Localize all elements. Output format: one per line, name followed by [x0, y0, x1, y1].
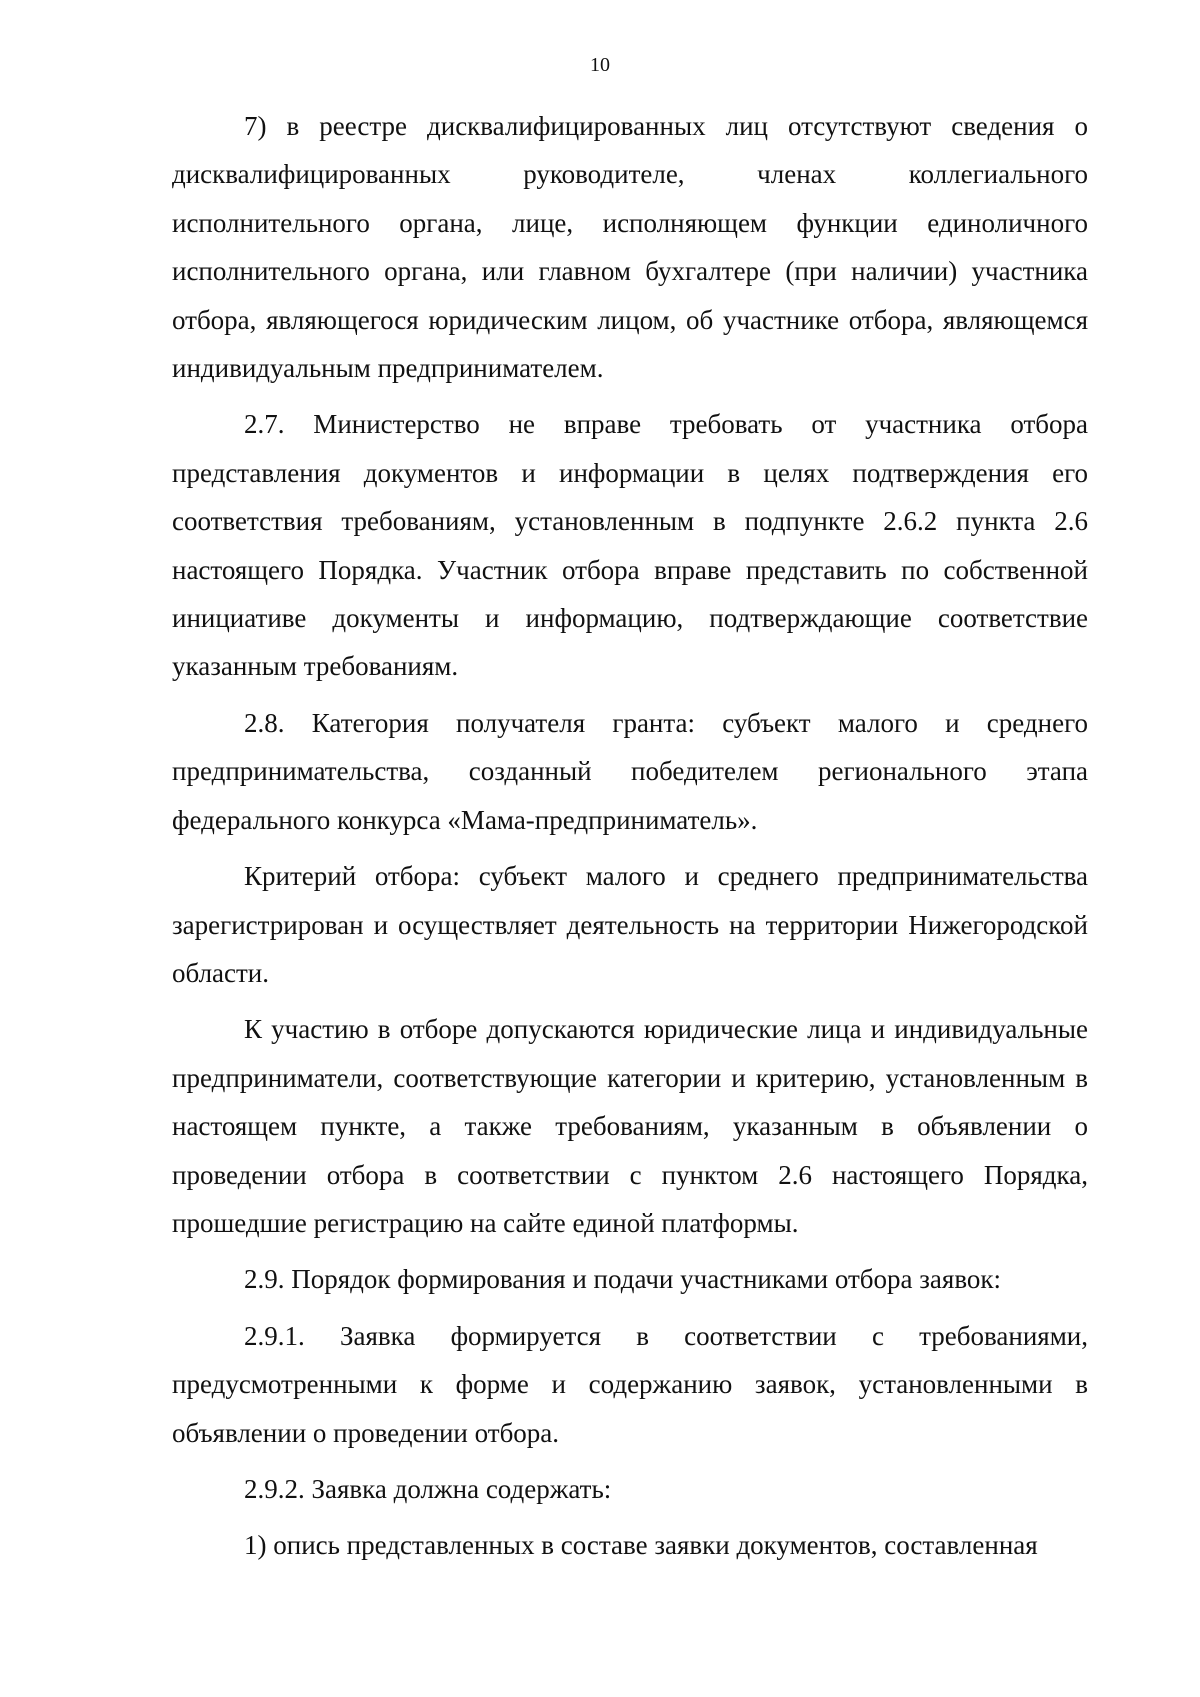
paragraph-2-9-2: 2.9.2. Заявка должна содержать: — [244, 1473, 612, 1504]
paragraph-admission: К участию в отборе допускаются юридические лица и индивидуальные предприниматели, соответствующие категории и критерию, установленным в настоящем пункте, а также требованиям, указанным в объявлении о проведении отбора в соответствии с пунктом 2.6 настоящего Порядка, прошедшие регистрацию на сайте единой платформы. — [172, 1014, 1088, 1238]
paragraph-selection-criterion: Критерий отбора: субъект малого и среднего предпринимательства зарегистрирован и осуществляет деятельность на территории Нижегородской области. — [172, 861, 1088, 988]
paragraph-list-item-1: 1) опись представленных в составе заявки документов, составленная — [244, 1530, 1038, 1561]
paragraph-2-9: 2.9. Порядок формирования и подачи участниками отбора заявок: — [244, 1264, 1002, 1295]
paragraph-2-7: 2.7. Министерство не вправе требовать от участника отбора представления документов и информации в целях подтверждения его соответствия требованиям, установленным в подпункте 2.6.2 пункта 2.6 настоящего Порядка. Участник отбора вправе представить по собственной инициативе документы и информацию, подтверждающие соответствие указанным требованиям. — [172, 409, 1088, 682]
document-body — [172, 102, 1088, 1570]
page-number: 10 — [590, 54, 610, 76]
paragraph-2-8: 2.8. Категория получателя гранта: субъект малого и среднего предпринимательства, созданный победителем регионального этапа федерального конкурса «Мама-предприниматель». — [172, 707, 1088, 835]
paragraph-disqualified-registry: 7) в реестре дисквалифицированных лиц отсутствуют сведения о дисквалифицированных руководителе, членах коллегиального исполнительного органа, лице, исполняющем функции единоличного исполнительного органа, или главном бухгалтере (при наличии) участника отбора, являющегося юридическим лицом, об участнике отбора, являющемся индивидуальным предпринимателем. — [172, 111, 1088, 384]
paragraph-2-9-1: 2.9.1. Заявка формируется в соответствии с требованиями, предусмотренными к форме и содержанию заявок, установленными в объявлении о проведении отбора. — [172, 1320, 1088, 1448]
